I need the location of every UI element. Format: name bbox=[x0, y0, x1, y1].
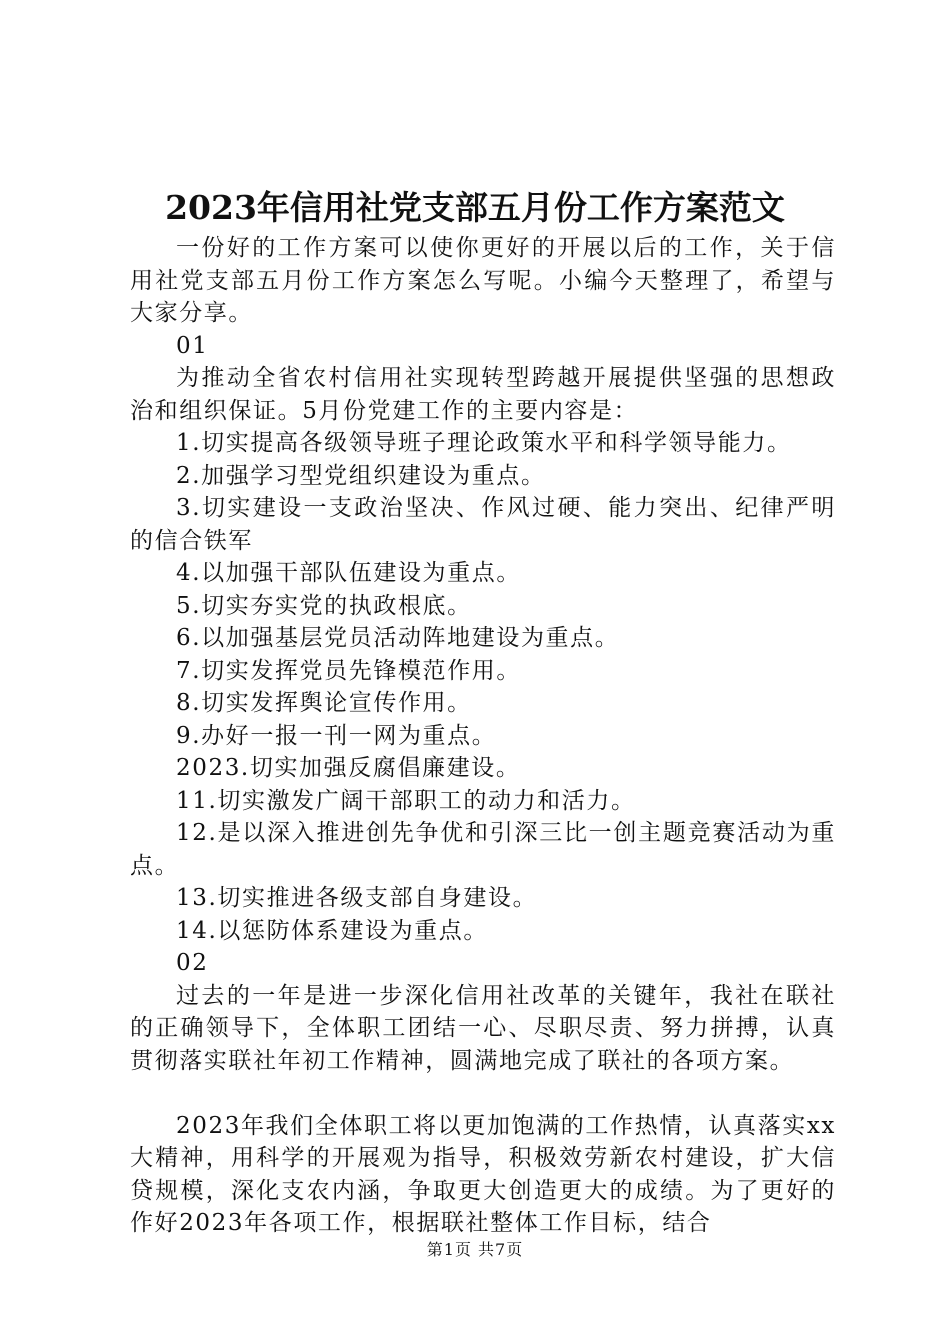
list-item: 6.以加强基层党员活动阵地建设为重点。 bbox=[176, 625, 620, 651]
paragraph: 过去的一年是进一步深化信用社改革的关键年，我社在联社的正确领导下，全体职工团结一心、尽职尽责、努力拼搏，认真贯彻落实联社年初工作精神，圆满地完成了联社的各项方案。 bbox=[130, 982, 836, 1074]
list-item: 13.切实推进各级支部自身建设。 bbox=[176, 885, 538, 911]
blank-line bbox=[130, 1077, 836, 1110]
list-item: 2.加强学习型党组织建设为重点。 bbox=[176, 462, 546, 489]
list-item: 9.办好一报一刊一网为重点。 bbox=[176, 722, 497, 749]
list-item: 2023.切实加强反腐倡廉建设。 bbox=[176, 755, 521, 781]
paragraph: 为推动全省农村信用社实现转型跨越开展提供坚强的思想政治和组织保证。5月份党建工作的主要内容是： bbox=[130, 365, 836, 424]
list-item: 14.以惩防体系建设为重点。 bbox=[176, 917, 488, 944]
list-item: 5.切实夯实党的执政根底。 bbox=[176, 592, 472, 619]
list-item: 4.以加强干部队伍建设为重点。 bbox=[176, 560, 521, 586]
intro-paragraph: 一份好的工作方案可以使你更好的开展以后的工作，关于信用社党支部五月份工作方案怎么写呢。小编今天整理了，希望与大家分享。 bbox=[130, 235, 836, 326]
paragraph: 2023年我们全体职工将以更加饱满的工作热情，认真落实xx大精神，用科学的开展观为指导，积极效劳新农村建设，扩大信贷规模，深化支农内涵，争取更大创造更大的成绩。为了更好的作好2023年各项工作，根据联社整体工作目标，结合 bbox=[130, 1112, 836, 1236]
list-item: 3.切实建设一支政治坚决、作风过硬、能力突出、纪律严明的信合铁军 bbox=[130, 495, 836, 554]
page-footer: 第1页 共7页 bbox=[426, 1240, 524, 1259]
document-body bbox=[130, 232, 836, 1240]
section-number: 02 bbox=[176, 950, 209, 976]
section-number: 01 bbox=[176, 332, 209, 359]
list-item: 8.切实发挥舆论宣传作用。 bbox=[176, 690, 472, 716]
list-item: 12.是以深入推进创先争优和引深三比一创主题竞赛活动为重点。 bbox=[130, 820, 836, 879]
list-item: 7.切实发挥党员先锋模范作用。 bbox=[176, 657, 521, 684]
document-title: 2023年信用社党支部五月份工作方案范文 bbox=[165, 188, 785, 227]
list-item: 1.切实提高各级领导班子理论政策水平和科学领导能力。 bbox=[176, 430, 792, 456]
list-item: 11.切实激发广阔干部职工的动力和活力。 bbox=[176, 787, 636, 814]
